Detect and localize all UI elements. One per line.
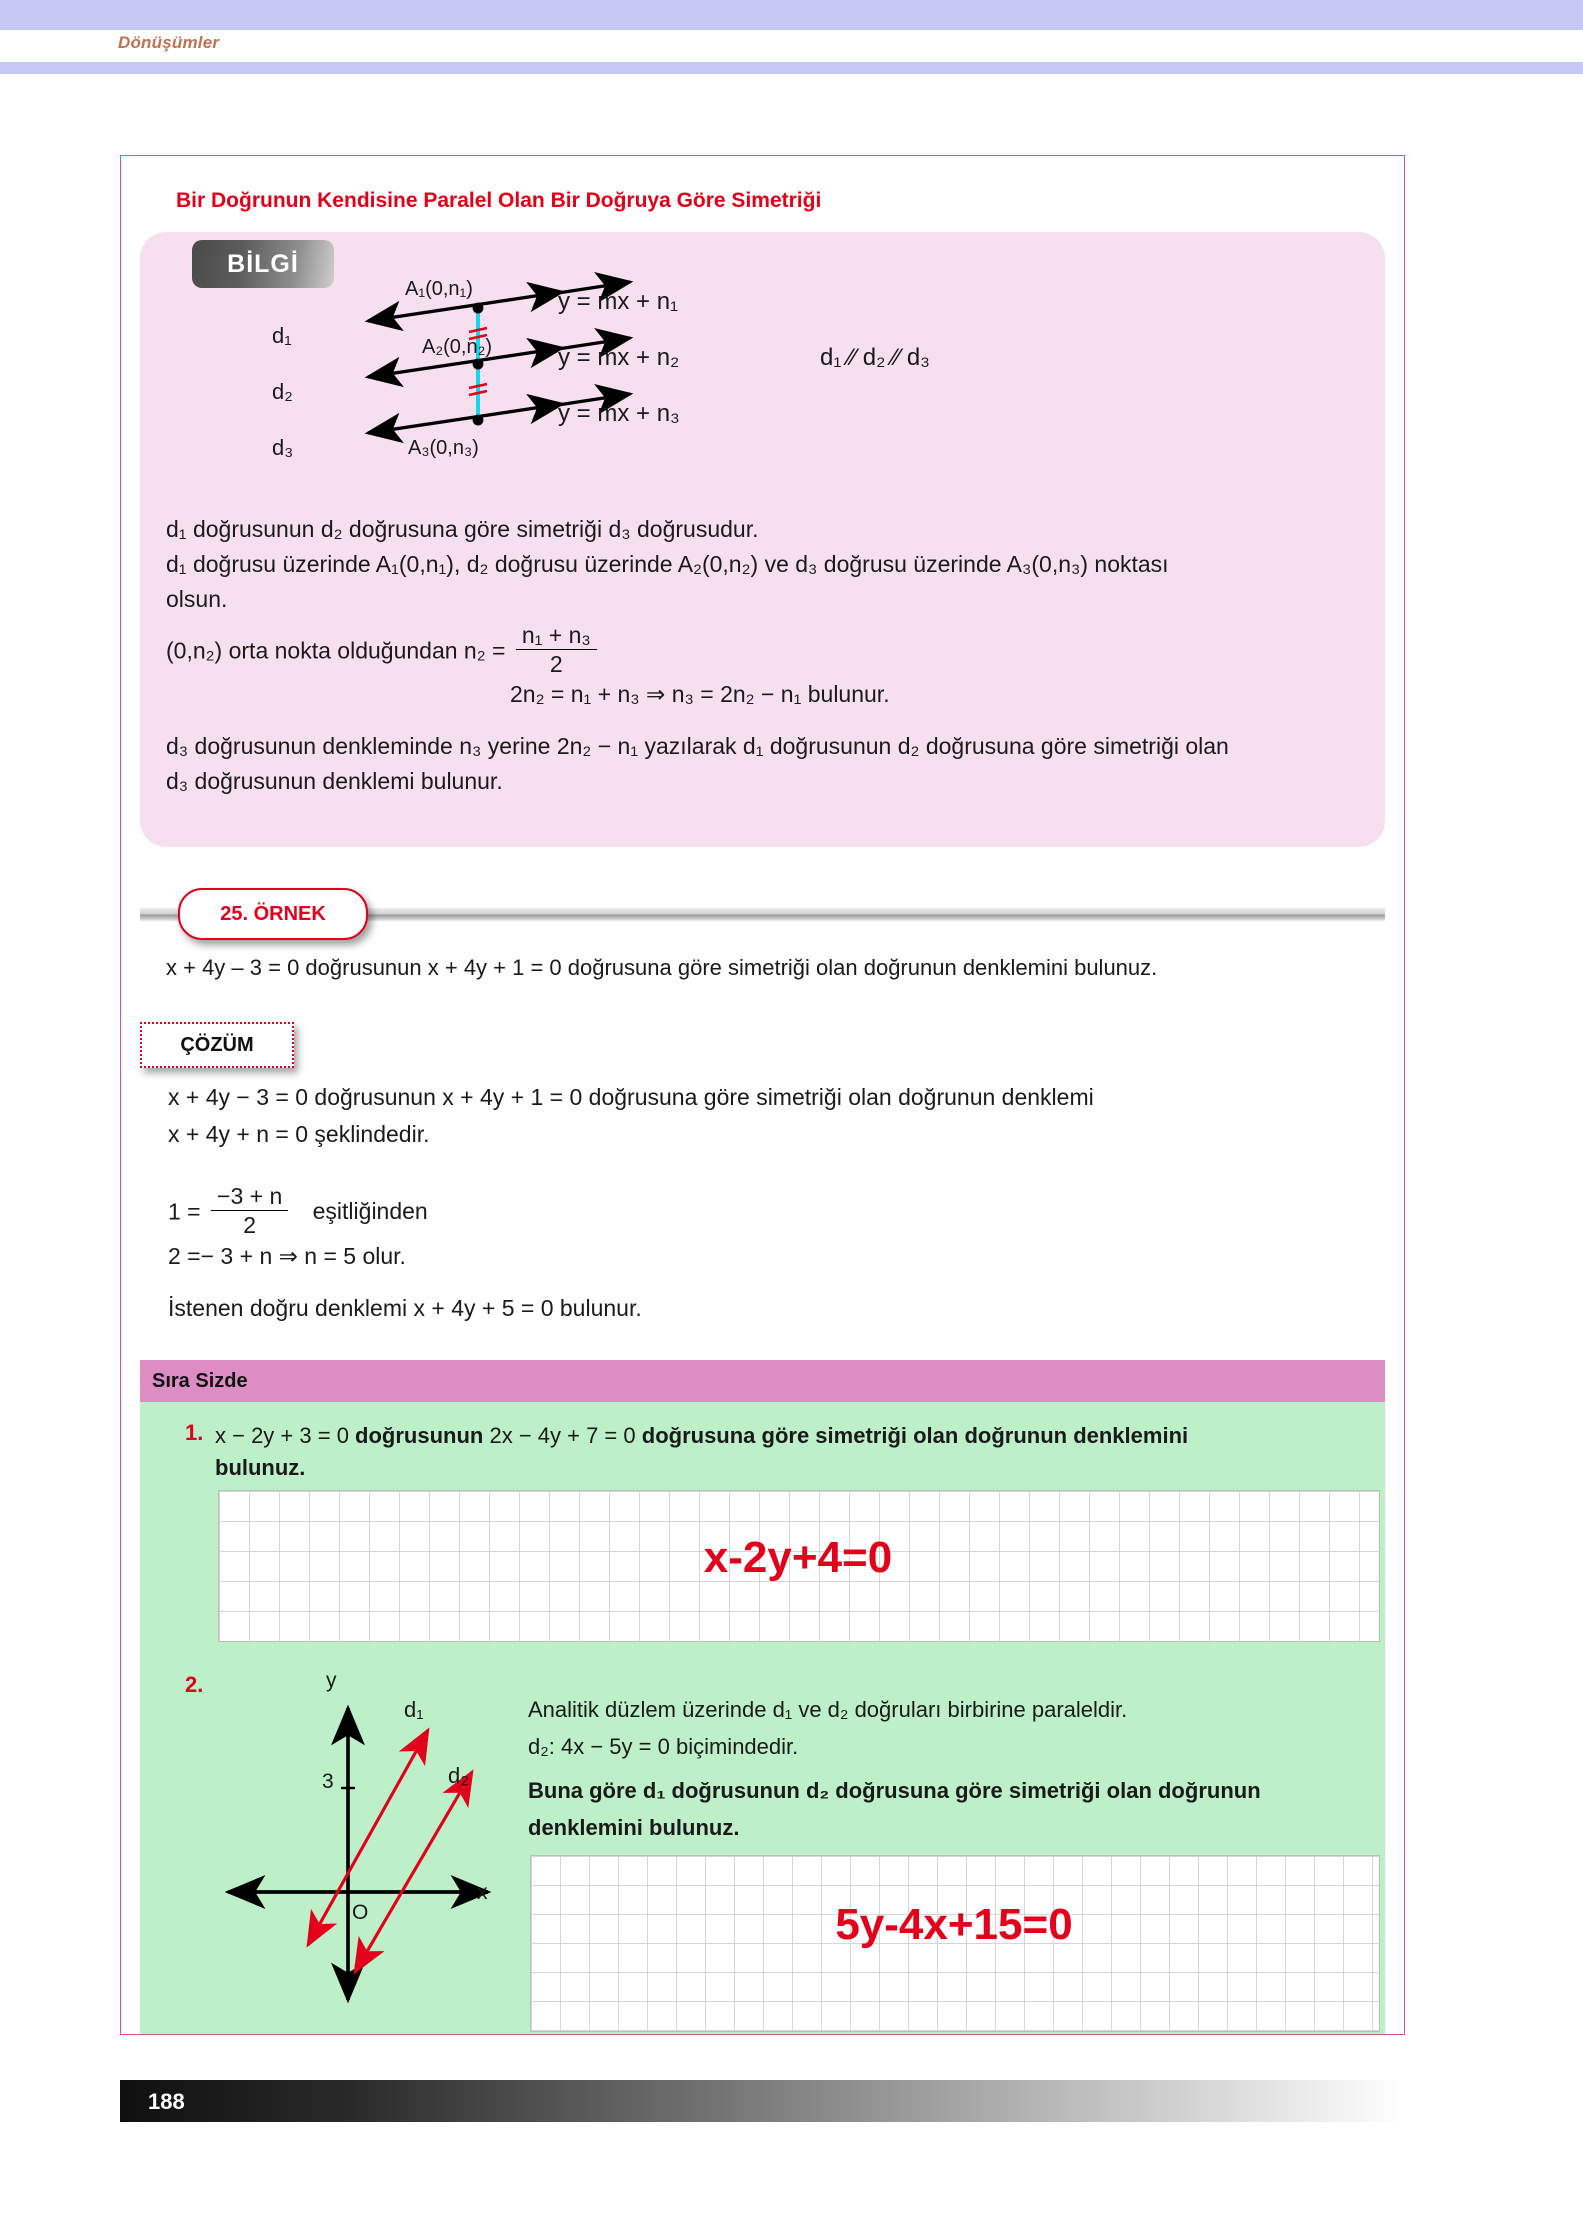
question-2-answer: 5y-4x+15=0 bbox=[835, 1900, 1073, 1949]
bilgi-line-e: 2n₂ = n₁ + n₃ ⇒ n₃ = 2n₂ − n₁ bulunur. bbox=[510, 681, 890, 707]
graph-x-axis-label: x bbox=[477, 1881, 488, 1904]
bilgi-line-g: d₃ doğrusunun denklemi bulunur. bbox=[166, 768, 503, 794]
question-1-number: 1. bbox=[185, 1420, 204, 1445]
diagram-equation-1: y = mx + n₁ bbox=[558, 288, 679, 315]
question-2-text-b: d₂: 4x − 5y = 0 biçimindedir. bbox=[528, 1734, 799, 1759]
solution-equation-fraction bbox=[168, 1183, 428, 1240]
diagram-parallel-note: d₁ ∕∕ d₂ ∕∕ d₃ bbox=[820, 344, 930, 371]
diagram-point-a3: A₃(0,n₃) bbox=[408, 437, 479, 459]
solution-line-5: İstenen doğru denklemi x + 4y + 5 = 0 bulunur. bbox=[168, 1295, 642, 1321]
diagram-label-d3: d₃ bbox=[272, 435, 294, 460]
question-2-text-d: denklemini bulunuz. bbox=[528, 1815, 740, 1840]
example-badge: 25. ÖRNEK bbox=[178, 888, 368, 940]
graph-label-d2: d₂ bbox=[448, 1763, 469, 1788]
solution-fraction-numerator: −3 + n bbox=[211, 1183, 288, 1211]
graph-origin-label: O bbox=[352, 1901, 369, 1924]
chapter-title: Dönüşümler bbox=[118, 33, 220, 52]
sira-sizde-title: Sıra Sizde bbox=[152, 1369, 248, 1392]
question-2-graph bbox=[200, 1660, 510, 2020]
bilgi-midpoint-statement bbox=[166, 622, 601, 679]
solution-fraction bbox=[211, 1183, 288, 1240]
solution-line-4: 2 =− 3 + n ⇒ n = 5 olur. bbox=[168, 1243, 406, 1269]
sira-sizde-header bbox=[140, 1360, 1385, 1402]
question-2-number: 2. bbox=[185, 1672, 204, 1697]
bilgi-line-a: d₁ doğrusunun d₂ doğrusuna göre simetriği d₃ doğrusudur. bbox=[166, 516, 759, 542]
bilgi-line-b: d₁ doğrusu üzerinde A₁(0,n₁), d₂ doğrusu üzerinde A₂(0,n₂) ve d₃ doğrusu üzerinde A₃(0,n₃) noktası bbox=[166, 551, 1169, 577]
bilgi-line-f: d₃ doğrusunun denkleminde n₃ yerine 2n₂ − n₁ yazılarak d₁ doğrusunun d₂ doğrusuna göre simetriği olan bbox=[166, 733, 1229, 759]
section-title: Bir Doğrunun Kendisine Paralel Olan Bir Doğruya Göre Simetriği bbox=[176, 189, 822, 212]
solution-eq-post: eşitliğinden bbox=[312, 1198, 428, 1225]
solution-eq-pre: 1 = bbox=[168, 1198, 201, 1225]
question-1-answer: x-2y+4=0 bbox=[703, 1533, 893, 1582]
diagram-equation-3: y = mx + n₃ bbox=[558, 400, 680, 427]
q1-part-b: doğrusunun bbox=[355, 1423, 484, 1448]
diagram-point-a1: A₁(0,n₁) bbox=[405, 278, 473, 300]
fraction-denominator: 2 bbox=[549, 651, 563, 678]
diagram-equation-2: y = mx + n₂ bbox=[558, 344, 680, 371]
bilgi-line-c: olsun. bbox=[166, 586, 228, 612]
q1-part-e: bulunuz. bbox=[215, 1454, 306, 1480]
diagram-label-d2: d₂ bbox=[272, 379, 293, 404]
header-band-bottom bbox=[0, 62, 1583, 74]
example-question: x + 4y – 3 = 0 doğrusunun x + 4y + 1 = 0 doğrusuna göre simetriği olan doğrunun denklemini bulunuz. bbox=[166, 955, 1158, 980]
solution-fraction-denominator: 2 bbox=[243, 1212, 257, 1239]
solution-line-2: x + 4y + n = 0 şeklindedir. bbox=[168, 1121, 430, 1147]
diagram-point-a2: A₂(0,n₂) bbox=[422, 336, 492, 358]
bilgi-midpoint-text: (0,n₂) orta nokta olduğundan n₂ = bbox=[166, 637, 506, 664]
graph-y-axis-label: y bbox=[326, 1669, 337, 1692]
question-1-text bbox=[215, 1420, 1345, 1484]
page-number: 188 bbox=[148, 2089, 185, 2114]
header-band-top bbox=[0, 0, 1583, 30]
diagram-label-d1: d₁ bbox=[272, 323, 292, 348]
fraction-numerator: n₁ + n₃ bbox=[516, 622, 597, 650]
q1-part-a: x − 2y + 3 = 0 bbox=[215, 1423, 356, 1448]
graph-y-intercept-label: 3 bbox=[322, 1770, 334, 1793]
bilgi-tag: BİLGİ bbox=[192, 240, 334, 288]
solution-badge: ÇÖZÜM bbox=[140, 1022, 294, 1068]
midpoint-fraction bbox=[516, 622, 597, 679]
solution-line-1: x + 4y − 3 = 0 doğrusunun x + 4y + 1 = 0 doğrusuna göre simetriği olan doğrunun denklemi bbox=[168, 1084, 1094, 1110]
q1-part-c: 2x − 4y + 7 = 0 bbox=[483, 1423, 642, 1448]
q1-part-d: doğrusuna göre simetriği olan doğrunun denklemini bbox=[641, 1423, 1189, 1448]
header-white-strip bbox=[0, 30, 1583, 62]
question-2-text-c: Buna göre d₁ doğrusunun d₂ doğrusuna göre simetriği olan doğrunun bbox=[528, 1778, 1261, 1803]
graph-label-d1: d₁ bbox=[404, 1697, 424, 1722]
question-2-text-a: Analitik düzlem üzerinde d₁ ve d₂ doğruları birbirine paraleldir. bbox=[528, 1697, 1128, 1722]
page-number-bar bbox=[120, 2080, 1405, 2122]
